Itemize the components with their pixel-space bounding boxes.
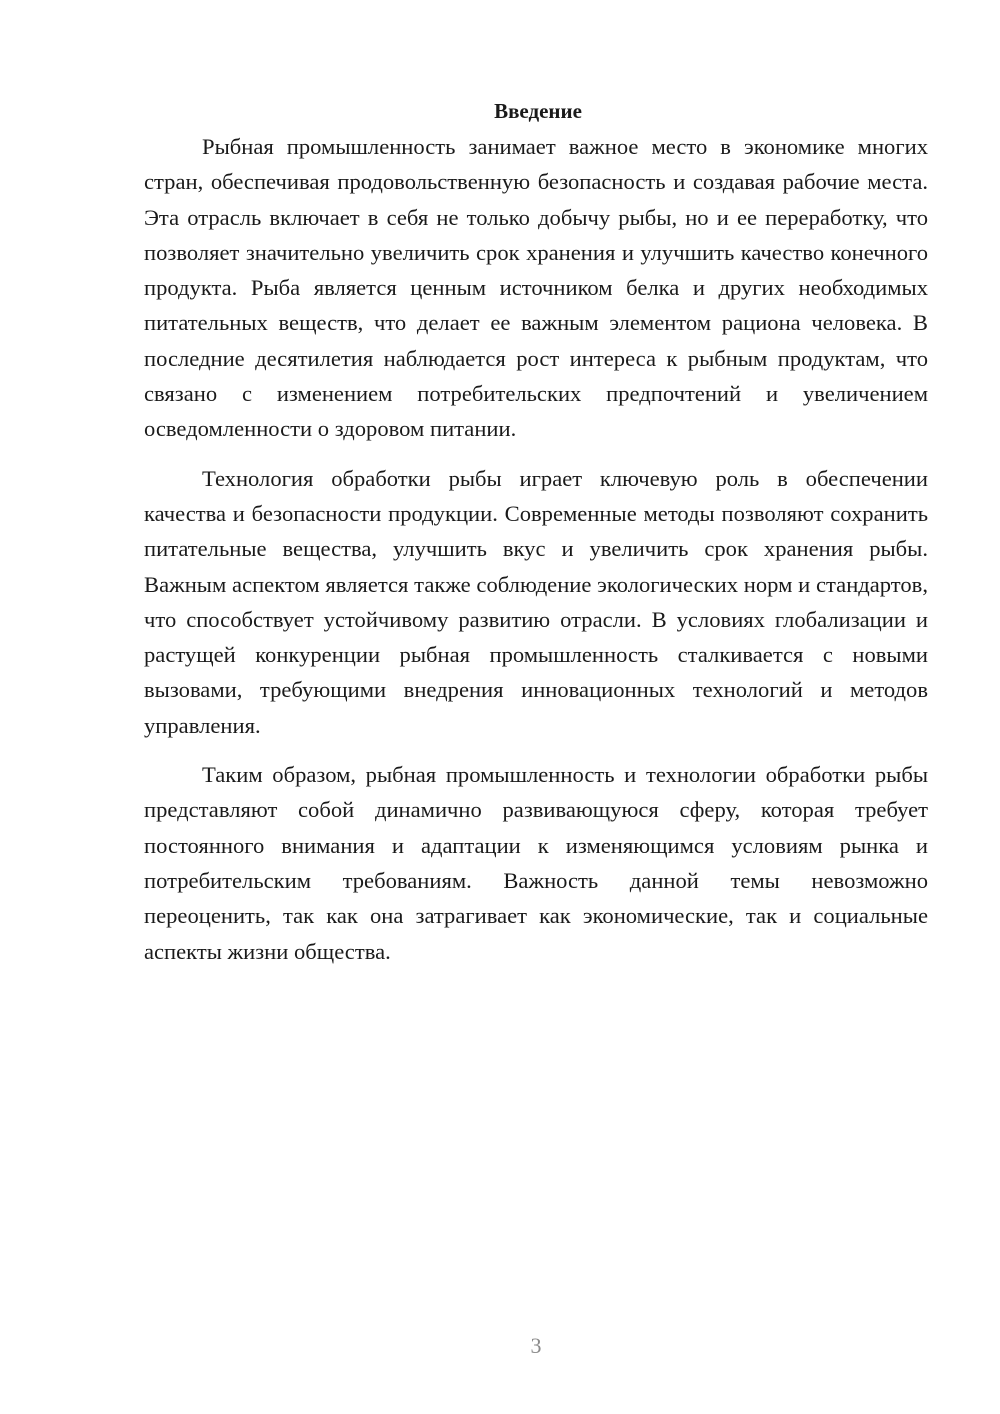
section-heading: Введение xyxy=(494,99,582,123)
paragraph-1: Рыбная промышленность занимает важное место в экономике многих стран, обеспечивая продовольственную безопасность и создавая рабочие места. Эта отрасль включает в себя не только добычу рыбы, но и ее переработку, что позволяет значительно увеличить срок хранения и улучшить качество конечного продукта. Рыба является ценным источником белка и других необходимых питательных веществ, что делает ее важным элементом рациона человека. В последние десятилетия наблюдается рост интереса к рыбным продуктам, что связано с изменением потребительских предпочтений и увеличением осведомленности о здоровом питании. xyxy=(144,134,928,442)
paragraph-2: Технология обработки рыбы играет ключевую роль в обеспечении качества и безопасности продукции. Современные методы позволяют сохранить питательные вещества, улучшить вкус и увеличить срок хранения рыбы. Важным аспектом является также соблюдение экологических норм и стандартов, что способствует устойчивому развитию отрасли. В условиях глобализации и растущей конкуренции рыбная промышленность сталкивается с новыми вызовами, требующими внедрения инновационных технологий и методов управления. xyxy=(144,465,928,738)
paragraph-3: Таким образом, рыбная промышленность и технологии обработки рыбы представляют собой динамично развивающуюся сферу, которая требует постоянного внимания и адаптации к изменяющимся условиям рынка и потребительским требованиям. Важность данной темы невозможно переоценить, так как она затрагивает как экономические, так и социальные аспекты жизни общества. xyxy=(144,762,928,964)
page-number: 3 xyxy=(530,1333,542,1358)
page-content xyxy=(144,96,928,969)
